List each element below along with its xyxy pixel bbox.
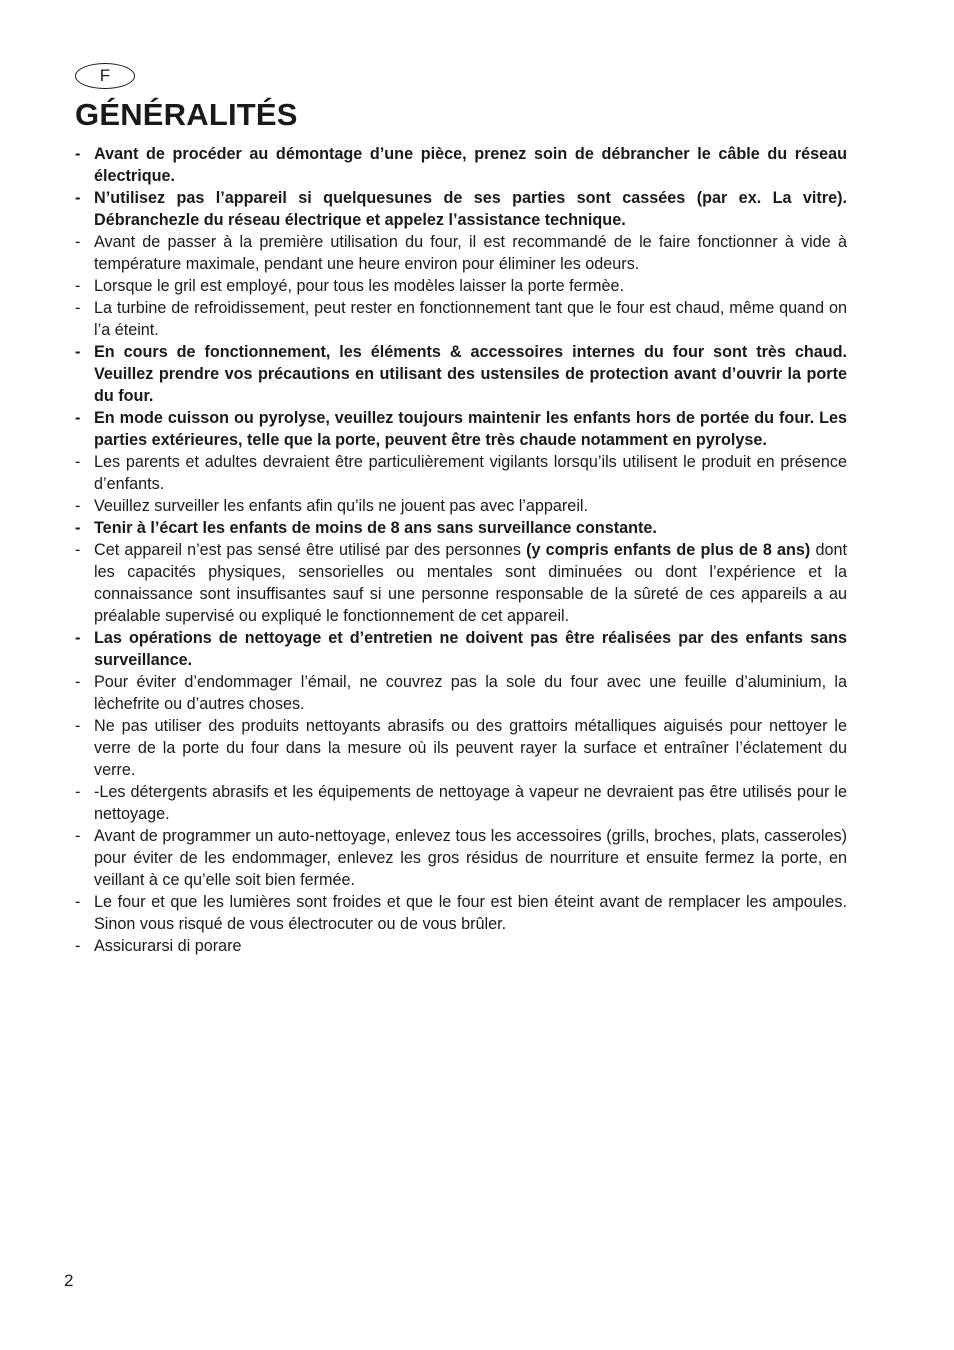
list-item <box>75 671 847 715</box>
list-item <box>75 495 847 517</box>
list-item-text: La turbine de refroidissement, peut rester en fonctionnement tant que le four est chaud, même quand on l’a éteint. <box>94 299 847 339</box>
bullet-dash: - <box>75 189 81 207</box>
list-item <box>75 451 847 495</box>
list-item-text: En mode cuisson ou pyrolyse, veuillez toujours maintenir les enfants hors de portée du four. Les parties extérieures, telle que la porte, peuvent être très chaude notamment en pyrolyse. <box>94 409 847 449</box>
list-item <box>75 539 847 627</box>
list-item-text-part: Cet appareil n’est pas sensé être utilisé par des personnes <box>94 541 527 559</box>
list-item <box>75 627 847 671</box>
list-item-text: Avant de procéder au démontage d’une pièce, prenez soin de débrancher le câble du réseau électrique. <box>94 145 847 185</box>
list-item-text: Le four et que les lumières sont froides et que le four est bien éteint avant de remplacer les ampoules. Sinon vous risqué de vous électrocuter ou de vous brûler. <box>94 893 847 933</box>
list-item <box>75 275 847 297</box>
list-item-text: Las opérations de nettoyage et d’entretien ne doivent pas être réalisées par des enfants sans surveillance. <box>94 629 847 669</box>
bullet-dash: - <box>75 497 81 515</box>
list-item <box>75 341 847 407</box>
list-item <box>75 825 847 891</box>
bullet-dash: - <box>75 827 81 845</box>
bullet-dash: - <box>75 145 81 163</box>
list-item <box>75 187 847 231</box>
bullet-dash: - <box>75 233 81 251</box>
list-item <box>75 407 847 451</box>
list-item-text-part: dont les capacités physiques, sensorielles ou mentales sont diminuées ou dont l’expérience et la connaissance sont insuffisantes sauf si une personne responsable de la sûreté de ces appareils a au préalable supervisé ou expliqué le fonctionnement de cet appareil. <box>94 541 847 625</box>
list-item <box>75 143 847 187</box>
list-item <box>75 517 847 539</box>
bullet-dash: - <box>75 409 81 427</box>
list-item <box>75 891 847 935</box>
list-item-text: Assicurarsi di porare <box>94 937 242 955</box>
list-item-text: Lorsque le gril est employé, pour tous les modèles laisser la porte fermèe. <box>94 277 624 295</box>
list-item-text: Pour éviter d’endommager l’émail, ne couvrez pas la sole du four avec une feuille d’aluminium, la lèchefrite ou d’autres choses. <box>94 673 847 713</box>
list-item-text: En cours de fonctionnement, les éléments & accessoires internes du four sont très chaud. Veuillez prendre vos précautions en utilisant des ustensiles de protection avant d’ouvrir la porte du four. <box>94 343 847 405</box>
page-number: 2 <box>64 1271 74 1290</box>
list-item-text: N’utilisez pas l’appareil si quelquesunes de ses parties sont cassées (par ex. La vitre). Débranchezle du réseau électrique et appelez l’assistance technique. <box>94 189 847 229</box>
bullet-dash: - <box>75 673 81 691</box>
bullet-dash: - <box>75 783 81 801</box>
list-item <box>75 231 847 275</box>
list-item-text: Ne pas utiliser des produits nettoyants abrasifs ou des grattoirs métalliques aiguisés pour nettoyer le verre de la porte du four dans la mesure où ils peuvent rayer la surface et entraîner l’éclatement du verre. <box>94 717 847 779</box>
list-item-text: Avant de programmer un auto-nettoyage, enlevez tous les accessoires (grills, broches, plats, casseroles) pour éviter de les endommager, enlevez les gros résidus de nourriture et ensuite fermez la porte, en veillant à ce qu’elle soit bien fermée. <box>94 827 847 889</box>
list-item <box>75 297 847 341</box>
list-item <box>75 781 847 825</box>
bullet-dash: - <box>75 343 81 361</box>
bullet-dash: - <box>75 299 81 317</box>
bullet-dash: - <box>75 453 81 471</box>
bullet-dash: - <box>75 893 81 911</box>
page-title: GÉNÉRALITÉS <box>75 97 298 132</box>
bullet-dash: - <box>75 541 81 559</box>
language-badge: F <box>75 63 135 89</box>
bullet-dash: - <box>75 717 81 735</box>
list-item-text-part: (y compris enfants de plus de 8 ans) <box>526 541 811 559</box>
bullet-dash: - <box>75 937 81 955</box>
list-item-text: Les parents et adultes devraient être particulièrement vigilants lorsqu’ils utilisent le produit en présence d’enfants. <box>94 453 847 493</box>
safety-list <box>75 143 847 957</box>
bullet-dash: - <box>75 519 81 537</box>
list-item-text: -Les détergents abrasifs et les équipements de nettoyage à vapeur ne devraient pas être utilisés pour le nettoyage. <box>94 783 847 823</box>
list-item <box>75 935 847 957</box>
list-item <box>75 715 847 781</box>
list-item-text: Tenir à l’écart les enfants de moins de 8 ans sans surveillance constante. <box>94 519 657 537</box>
bullet-dash: - <box>75 277 81 295</box>
list-item-text: Veuillez surveiller les enfants afin qu’ils ne jouent pas avec l’appareil. <box>94 497 589 515</box>
list-item-text: Avant de passer à la première utilisation du four, il est recommandé de le faire fonctionner à vide à température maximale, pendant une heure environ pour éliminer les odeurs. <box>94 233 847 273</box>
bullet-dash: - <box>75 629 81 647</box>
